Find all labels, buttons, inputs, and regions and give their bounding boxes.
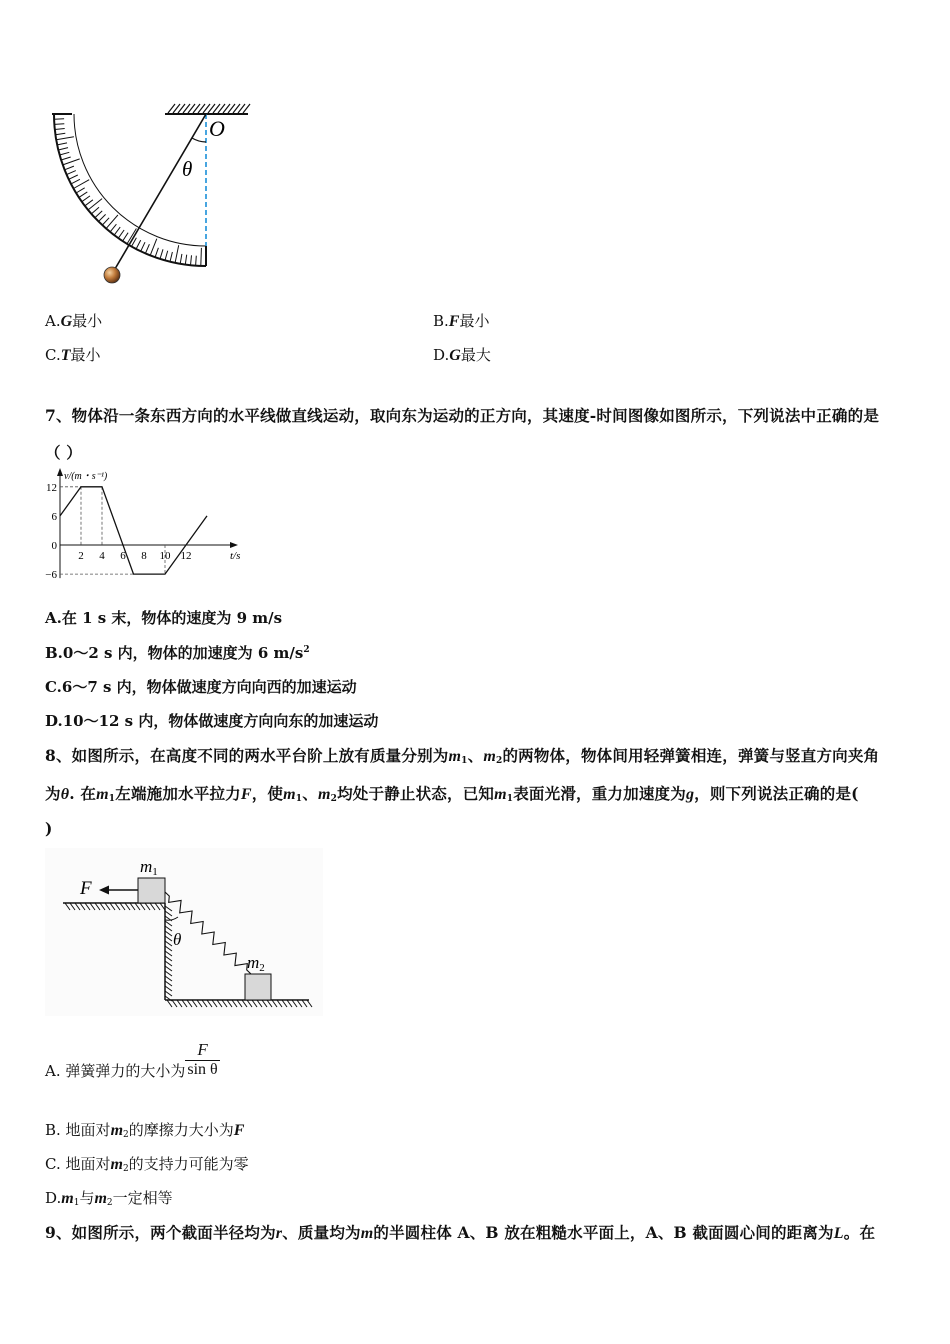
scale-tick: [141, 242, 145, 251]
scale-tick: [54, 124, 64, 125]
scale-tick: [55, 133, 65, 134]
y-tick-label: −6: [45, 569, 57, 582]
x-tick-label: 10: [159, 550, 171, 562]
ceiling-hatch: [168, 104, 250, 113]
scale-tick: [102, 218, 109, 225]
scale-tick: [60, 152, 70, 155]
stem-text: ，则下列说法正确的是(: [694, 784, 859, 803]
angle-arc: [192, 138, 206, 142]
q7-stem-line1: 7、物体沿一条东西方向的水平线做直线运动，取向东为运动的正方向，其速度-时间图像如图所示，下列说法中正确的是: [45, 406, 880, 425]
q7-stem-line2: （ ）: [45, 443, 82, 462]
q7-option-b[interactable]: [45, 642, 310, 663]
q8-stem-line2: [45, 782, 859, 804]
stem-sep: 、: [467, 746, 484, 765]
y-tick-label: 12: [46, 481, 57, 494]
var-m: m: [110, 1156, 123, 1173]
chart-ylabel: v/(m・s⁻¹): [64, 471, 108, 482]
scale-tick: [106, 215, 118, 229]
scale-tick: [165, 251, 168, 261]
velocity-time-chart: [40, 465, 250, 590]
q8-option-a[interactable]: [45, 1034, 220, 1084]
option-text: D.: [45, 1189, 62, 1207]
var-r: r: [275, 1225, 283, 1242]
scale-tick: [88, 199, 102, 210]
option-text: B.0～2 s 内，物体的加速度为 6 m/s: [45, 644, 304, 662]
sub-1: 1: [506, 794, 514, 804]
q6-option-d[interactable]: [433, 344, 491, 365]
scale-tick: [61, 157, 71, 160]
sub-1: 1: [295, 794, 303, 804]
option-text: 最大: [460, 346, 491, 364]
scale-tick: [160, 249, 163, 259]
scale-tick: [185, 255, 186, 265]
scale-tick: [95, 211, 102, 218]
sub-2: 2: [495, 756, 503, 766]
option-text: 一定相等: [112, 1189, 173, 1207]
option-label: B.: [433, 312, 449, 330]
var-l: L: [833, 1225, 844, 1242]
scale-tick: [175, 245, 179, 263]
q6-option-c[interactable]: [45, 344, 101, 365]
option-text: 最小: [459, 312, 490, 330]
scale-tick: [136, 240, 141, 249]
scale-tick: [55, 129, 65, 130]
var-theta: θ: [60, 786, 70, 803]
q8-option-c[interactable]: [45, 1153, 249, 1174]
stem-text: 的半圆柱体 A、B 放在粗糙水平面上，A、B 截面圆心间的距离为: [373, 1223, 834, 1242]
scale-tick: [76, 188, 85, 193]
scale-tick: [155, 248, 158, 257]
x-tick-label: 8: [141, 550, 147, 562]
block-m2: [245, 974, 271, 1000]
scale-tick: [118, 230, 124, 238]
var-m: m: [483, 748, 496, 765]
spring-blocks-figure: [45, 848, 323, 1016]
scale-tick: [67, 171, 76, 175]
label-o: O: [209, 116, 225, 141]
pendulum-string: [112, 114, 206, 274]
stem-text: 为: [45, 784, 61, 803]
fraction-numerator: F: [185, 1040, 219, 1061]
chart-x-arrow: [230, 542, 238, 548]
sub-2: 2: [122, 1164, 129, 1174]
q6-option-a[interactable]: [45, 310, 102, 331]
q7-option-a[interactable]: A.在 1 s 末，物体的速度为 9 m/s: [45, 609, 283, 627]
scale-tick: [114, 227, 120, 235]
y-tick-label: 0: [51, 540, 57, 552]
scale-tick: [150, 239, 157, 256]
option-text: 与: [79, 1189, 95, 1207]
option-label: D.: [433, 346, 450, 364]
option-var: G: [60, 313, 73, 330]
var-m: m: [494, 786, 507, 803]
fraction: [185, 1040, 219, 1079]
block-m1: [138, 878, 165, 903]
option-text: C. 地面对: [45, 1155, 111, 1173]
scale-tick: [123, 233, 129, 241]
stem-sep: 、: [302, 784, 318, 803]
q8-stem-line3: ): [45, 819, 53, 838]
stem-text: . 在: [69, 784, 97, 803]
var-g: g: [685, 786, 695, 803]
label-f: F: [80, 878, 92, 899]
sub-2: 2: [106, 1198, 113, 1208]
scale-tick: [99, 214, 106, 221]
stem-text: 8、如图所示，在高度不同的两水平台阶上放有质量分别为: [45, 746, 449, 765]
q6-option-b[interactable]: [433, 310, 489, 331]
scale-tick: [191, 255, 192, 265]
scale-tick: [85, 200, 93, 206]
var-m: m: [448, 748, 462, 765]
var-m: m: [317, 786, 331, 803]
stem-text: ，使: [251, 784, 284, 803]
var-f: F: [240, 786, 252, 803]
option-text: A. 弹簧弹力的大小为: [45, 1061, 186, 1080]
scale-tick: [58, 148, 68, 150]
stem-text: 左端施加水平拉力: [115, 784, 241, 803]
q8-option-b[interactable]: [45, 1119, 244, 1140]
stem-text: 。在: [843, 1223, 876, 1242]
chart-y-arrow: [57, 468, 63, 476]
scale-tick: [56, 137, 74, 140]
scale-tick: [82, 196, 90, 202]
sub-2: 2: [330, 794, 338, 804]
option-text: 最小: [70, 346, 101, 364]
sub-1: 1: [461, 756, 468, 766]
scale-tick: [91, 207, 99, 214]
pendulum-bob: [104, 267, 120, 283]
pendulum-figure: [40, 98, 260, 290]
option-sup: 2: [303, 645, 310, 655]
scale-tick: [79, 192, 87, 198]
option-var: T: [60, 347, 71, 364]
var-m: m: [94, 1190, 107, 1207]
x-tick-label: 2: [78, 550, 84, 562]
label-theta: θ: [173, 930, 182, 949]
option-label: C.: [45, 346, 61, 364]
x-tick-label: 6: [120, 550, 126, 562]
q7-option-d[interactable]: D.10～12 s 内，物体做速度方向向东的加速运动: [45, 712, 379, 730]
stem-text: 、质量均为: [282, 1223, 361, 1242]
scale-tick: [196, 256, 197, 266]
scale-tick: [110, 224, 116, 232]
var-m: m: [96, 786, 109, 803]
scale-tick: [57, 143, 67, 145]
stem-text: 表面光滑，重力加速度为: [513, 784, 686, 803]
x-tick-label: 12: [180, 550, 192, 562]
scale-tick: [69, 175, 78, 179]
stem-text: 9、如图所示，两个截面半径均为: [45, 1223, 276, 1242]
var-m: m: [110, 1122, 124, 1139]
var-f: F: [233, 1122, 245, 1139]
x-tick-label: 4: [99, 550, 105, 562]
q8-stem-line1: [45, 744, 879, 766]
option-var: G: [449, 347, 461, 364]
stem-text: 均处于静止状态，已知: [337, 784, 495, 803]
label-theta: θ: [182, 157, 193, 181]
y-tick-label: 6: [51, 510, 57, 523]
q9-stem-line1: [45, 1221, 875, 1243]
var-m: m: [283, 786, 296, 803]
chart-xlabel: t/s: [230, 550, 241, 562]
scale-tick: [145, 244, 149, 253]
var-m: m: [360, 1225, 374, 1242]
scale-tick: [180, 254, 182, 264]
label-m1: m1: [140, 857, 158, 878]
label-m2: m2: [247, 953, 265, 974]
scale-tick: [201, 248, 202, 266]
scale-tick: [65, 166, 74, 170]
option-text: 的支持力可能为零: [128, 1155, 249, 1173]
option-text: 最小: [72, 312, 103, 330]
var-m: m: [61, 1190, 74, 1207]
q8-option-d[interactable]: [45, 1187, 173, 1208]
fraction-denominator: sin θ: [187, 1060, 218, 1078]
scale-tick: [71, 179, 80, 184]
scale-tick: [63, 159, 80, 165]
sub-1: 1: [108, 794, 116, 804]
stem-text: 的两物体，物体间用轻弹簧相连，弹簧与竖直方向夹角: [502, 746, 880, 765]
q7-option-c[interactable]: C.6～7 s 内，物体做速度方向向西的加速运动: [45, 678, 357, 696]
option-text: 的摩擦力大小为: [128, 1121, 234, 1139]
sub-2: 2: [123, 1130, 129, 1140]
sub-1: 1: [73, 1198, 80, 1208]
option-text: B. 地面对: [45, 1121, 111, 1139]
scale-tick: [170, 252, 172, 262]
option-var: F: [448, 313, 460, 330]
option-label: A.: [45, 312, 61, 330]
